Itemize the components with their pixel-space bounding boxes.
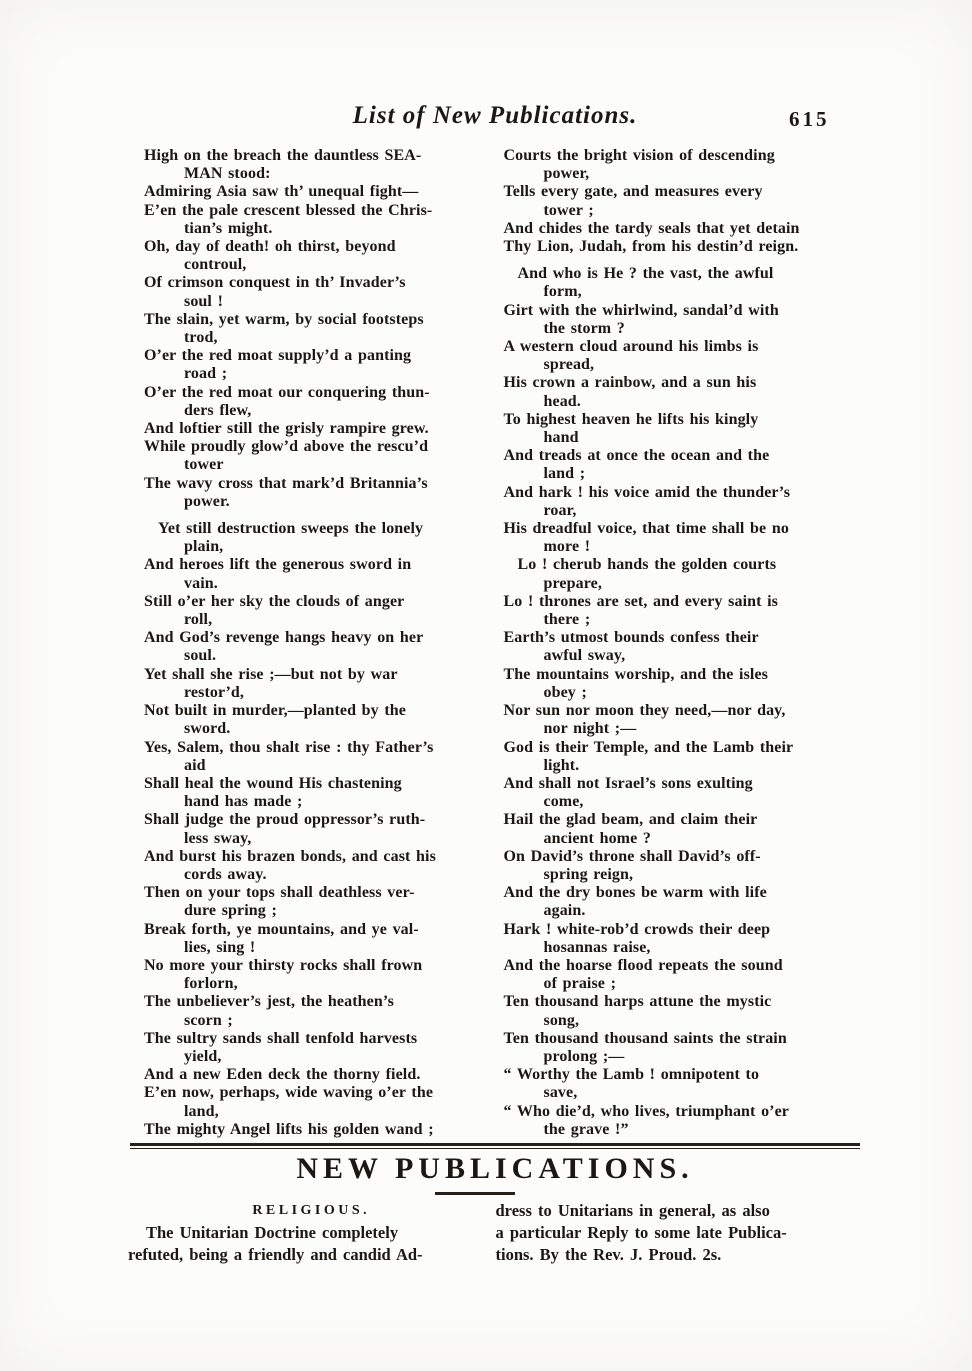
poem-line: Not built in murder,—planted by the bbox=[144, 702, 406, 720]
poem-line: head. bbox=[543, 392, 581, 410]
publication-text-line: dress to Unitarians in general, as also bbox=[495, 1201, 770, 1220]
poem-line: Hail the glad beam, and claim their bbox=[503, 811, 758, 829]
poem-line: And shall not Israel’s sons exulting bbox=[503, 774, 753, 792]
poem-line: Lo ! thrones are set, and every saint is bbox=[503, 592, 779, 610]
poem-line: again. bbox=[543, 902, 586, 920]
poem-line: soul. bbox=[184, 647, 217, 665]
poem-line: hand has made ; bbox=[184, 793, 303, 811]
poem-line: save, bbox=[543, 1084, 578, 1102]
poem-line: The mighty Angel lifts his golden wand ; bbox=[144, 1120, 434, 1138]
poem-line: tower ; bbox=[543, 201, 594, 219]
page-number: 615 bbox=[789, 107, 830, 131]
poem-line: there ; bbox=[543, 611, 591, 629]
poem-line: roll, bbox=[184, 611, 213, 629]
poem-line: Then on your tops shall deathless ver- bbox=[144, 884, 415, 902]
poem-line: form, bbox=[543, 283, 582, 301]
poem-line: Yes, Salem, thou shalt rise : thy Father’s bbox=[144, 738, 434, 756]
poem-line: And heroes lift the generous sword in bbox=[144, 556, 412, 574]
poem-left-column bbox=[144, 147, 501, 1139]
poem-line: hand bbox=[543, 429, 579, 447]
poem-line: O’er the red moat our conquering thun- bbox=[144, 383, 430, 401]
poem-line: And treads at once the ocean and the bbox=[503, 447, 770, 465]
poem-line: The sultry sands shall tenfold harvests bbox=[144, 1029, 418, 1047]
poem-line: land, bbox=[184, 1102, 219, 1120]
poem-line: High on the breach the dauntless SEA- bbox=[144, 147, 422, 164]
poem-line: ancient home ? bbox=[543, 829, 652, 847]
poem-line: spring reign, bbox=[543, 865, 634, 883]
poem-line: tower bbox=[184, 456, 224, 474]
poem-line: the grave !” bbox=[543, 1120, 629, 1138]
poem-line: Courts the bright vision of descending bbox=[503, 147, 775, 164]
poem-line: Nor sun nor moon they need,—nor day, bbox=[503, 702, 786, 720]
poem-line: light. bbox=[543, 756, 580, 774]
heading-underline-rule bbox=[435, 1192, 515, 1195]
poem-line: And hark ! his voice amid the thunder’s bbox=[503, 483, 791, 501]
poem-line: of praise ; bbox=[543, 975, 617, 993]
poem-line: soul ! bbox=[184, 292, 223, 310]
poem-line: Hark ! white-rob’d crowds their deep bbox=[503, 920, 771, 938]
poem-line: scorn ; bbox=[184, 1011, 233, 1029]
poem-line: forlorn, bbox=[184, 975, 238, 993]
poem-line: O’er the red moat supply’d a panting bbox=[144, 347, 412, 365]
poem-line: Tells every gate, and measures every bbox=[503, 183, 763, 201]
poem-line: E’en now, perhaps, wide waving o’er the bbox=[144, 1084, 434, 1102]
poem-line: road ; bbox=[184, 365, 228, 383]
publication-text-line: tions. By the Rev. J. Proud. 2s. bbox=[495, 1245, 722, 1264]
poem-line: “ Who die’d, who lives, triumphant o’er bbox=[503, 1102, 790, 1120]
poem-line: sword. bbox=[184, 720, 231, 738]
poem-line: ders flew, bbox=[184, 401, 252, 419]
poem-line: restor’d, bbox=[184, 683, 244, 701]
poem-line: tian’s might. bbox=[184, 219, 273, 237]
poem-line: power, bbox=[543, 165, 590, 183]
poem-line: And burst his brazen bonds, and cast his bbox=[144, 847, 436, 865]
poem-line: The mountains worship, and the isles bbox=[503, 665, 768, 683]
running-header-title: List of New Publications. bbox=[352, 102, 638, 129]
poem-line: And a new Eden deck the thorny field. bbox=[144, 1066, 421, 1084]
poem-line: aid bbox=[184, 756, 206, 774]
poem-line: plain, bbox=[184, 538, 224, 556]
poem-line: On David’s throne shall David’s off- bbox=[503, 847, 761, 865]
poem-line: And chides the tardy seals that yet detain bbox=[503, 219, 800, 237]
poem-line: nor night ;— bbox=[543, 720, 637, 738]
poem-line: awful sway, bbox=[543, 647, 626, 665]
poem-line: controul, bbox=[184, 256, 247, 274]
poem-line: The slain, yet warm, by social footsteps bbox=[144, 310, 424, 328]
poem-line: prolong ;— bbox=[543, 1047, 625, 1065]
new-publications-heading: NEW PUBLICATIONS. bbox=[296, 1152, 694, 1185]
publication-text-line: The Unitarian Doctrine completely bbox=[146, 1223, 399, 1242]
poem-line: A western cloud around his limbs is bbox=[503, 338, 759, 356]
poem-line: Shall heal the wound His chastening bbox=[144, 774, 402, 792]
poem-line: Girt with the whirlwind, sandal’d with bbox=[503, 301, 779, 319]
poem-line: Break forth, ye mountains, and ye val- bbox=[144, 920, 419, 938]
section-divider-rule bbox=[130, 1143, 860, 1149]
poem-line: And the hoarse flood repeats the sound bbox=[503, 956, 783, 974]
poem-line: His crown a rainbow, and a sun his bbox=[503, 374, 757, 392]
poem-line: yield, bbox=[184, 1047, 222, 1065]
poem-line: “ Worthy the Lamb ! omnipotent to bbox=[503, 1066, 760, 1084]
poem-line: trod, bbox=[184, 329, 218, 347]
poem-line: While proudly glow’d above the rescu’d bbox=[144, 438, 429, 456]
poem-line: Yet still destruction sweeps the lonely bbox=[158, 520, 424, 538]
poem-line: E’en the pale crescent blessed the Chris- bbox=[144, 201, 433, 219]
poem-line: roar, bbox=[543, 501, 577, 519]
poem-line: His dreadful voice, that time shall be no bbox=[503, 520, 789, 538]
poem-line: Oh, day of death! oh thirst, beyond bbox=[144, 238, 396, 256]
poem-line: less sway, bbox=[184, 829, 252, 847]
poem-line: more ! bbox=[543, 538, 591, 556]
poem-line: Earth’s utmost bounds confess their bbox=[503, 629, 759, 647]
poem-line: MAN stood: bbox=[184, 165, 271, 183]
poem-line: Thy Lion, Judah, from his destin’d reign. bbox=[503, 238, 799, 256]
poem-line: To highest heaven he lifts his kingly bbox=[503, 410, 759, 428]
publications-left-column bbox=[128, 1200, 495, 1266]
new-publications-columns bbox=[128, 1200, 862, 1266]
poem-line: lies, sing ! bbox=[184, 938, 256, 956]
poem-line: And who is He ? the vast, the awful bbox=[517, 265, 774, 283]
poem-line: obey ; bbox=[543, 683, 587, 701]
poem-line: song, bbox=[543, 1011, 580, 1029]
poem-right-column bbox=[501, 147, 861, 1139]
publication-entry-left bbox=[128, 1222, 495, 1266]
poem-line: Ten thousand harps attune the mystic bbox=[503, 993, 772, 1011]
poem-line: The unbeliever’s jest, the heathen’s bbox=[144, 993, 395, 1011]
poem-line: spread, bbox=[543, 356, 595, 374]
poem-line: And God’s revenge hangs heavy on her bbox=[144, 629, 424, 647]
poem-line: cords away. bbox=[184, 865, 267, 883]
poem-line: Admiring Asia saw th’ unequal fight— bbox=[144, 183, 419, 201]
poem-line: And the dry bones be warm with life bbox=[503, 884, 767, 902]
poem-line: power. bbox=[184, 492, 230, 510]
poem-line: Still o’er her sky the clouds of anger bbox=[144, 592, 405, 610]
religious-section-heading: RELIGIOUS. bbox=[252, 1203, 371, 1218]
poem-line: The wavy cross that mark’d Britannia’s bbox=[144, 474, 428, 492]
poem-line: Shall judge the proud oppressor’s ruth- bbox=[144, 811, 426, 829]
poem-line: the storm ? bbox=[543, 319, 625, 337]
poem-line: vain. bbox=[184, 574, 218, 592]
poem-line: God is their Temple, and the Lamb their bbox=[503, 738, 794, 756]
poem-line: Lo ! cherub hands the golden courts bbox=[517, 556, 777, 574]
poem-line: dure spring ; bbox=[184, 902, 277, 920]
poem-line: Of crimson conquest in th’ Invader’s bbox=[144, 274, 406, 292]
publication-text-line: refuted, being a friendly and candid Ad- bbox=[128, 1245, 423, 1264]
poem-line: Yet shall she rise ;—but not by war bbox=[144, 665, 398, 683]
publications-right-column bbox=[495, 1200, 863, 1266]
poem-line: come, bbox=[543, 793, 584, 811]
poem-columns bbox=[144, 147, 860, 1139]
poem-line: No more your thirsty rocks shall frown bbox=[144, 956, 423, 974]
publication-text-line: a particular Reply to some late Publica- bbox=[495, 1223, 787, 1242]
poem-line: And loftier still the grisly rampire grew. bbox=[144, 420, 429, 438]
poem-line: land ; bbox=[543, 465, 586, 483]
poem-line: Ten thousand thousand saints the strain bbox=[503, 1029, 787, 1047]
poem-line: hosannas raise, bbox=[543, 938, 651, 956]
poem-line: prepare, bbox=[543, 574, 602, 592]
